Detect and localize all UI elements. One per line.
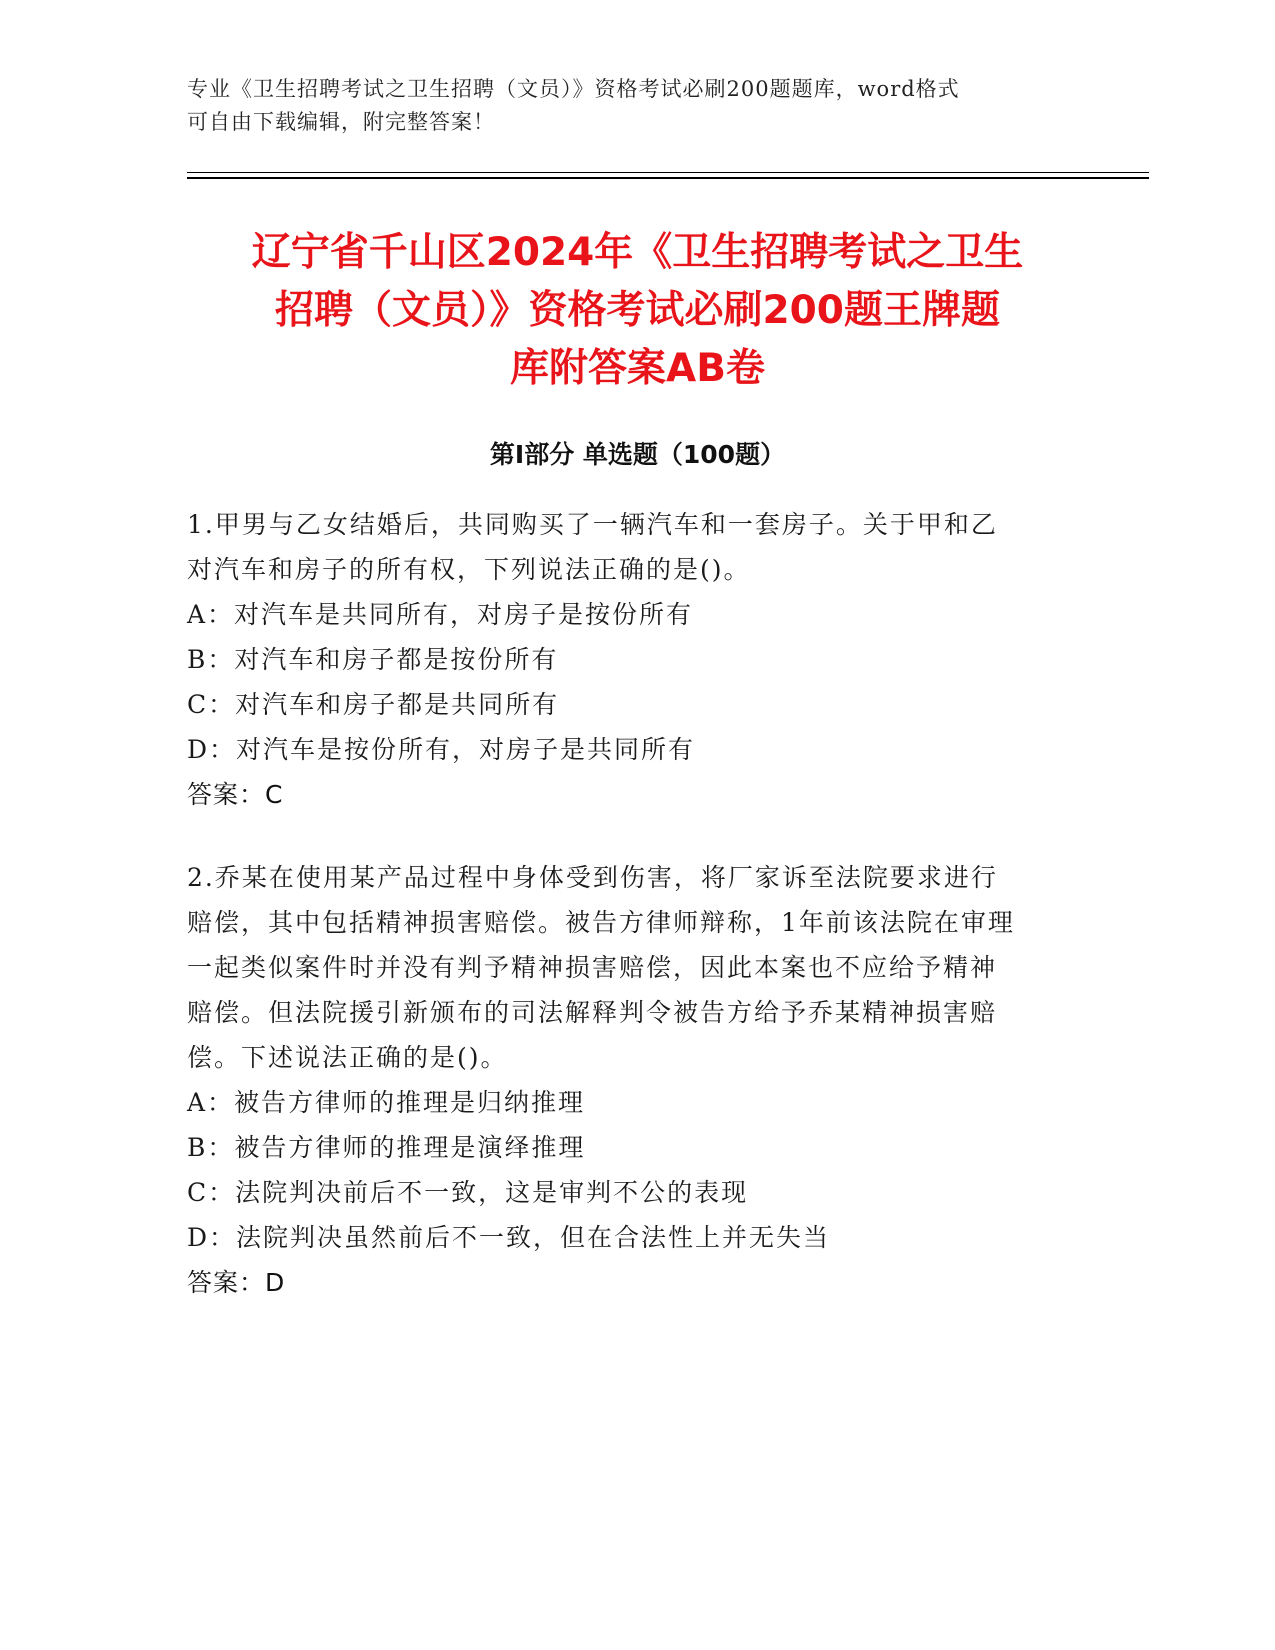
question-1-option-c: C：对汽车和房子都是共同所有 bbox=[187, 690, 560, 719]
question-1-answer: 答案：C bbox=[187, 780, 284, 809]
question-2-stem-line-1: 2.乔某在使用某产品过程中身体受到伤害，将厂家诉至法院要求进行 bbox=[187, 863, 998, 892]
question-1 bbox=[187, 502, 1087, 817]
question-2-option-c: C：法院判决前后不一致，这是审判不公的表现 bbox=[187, 1178, 749, 1207]
question-2-stem-line-4: 赔偿。但法院援引新颁布的司法解释判令被告方给予乔某精神损害赔 bbox=[187, 998, 998, 1027]
question-2-option-d: D：法院判决虽然前后不一致，但在合法性上并无失当 bbox=[187, 1223, 831, 1252]
question-1-stem-line-2: 对汽车和房子的所有权，下列说法正确的是()。 bbox=[187, 555, 751, 584]
section-title: 第I部分 单选题（100题） bbox=[489, 440, 786, 469]
question-2-answer: 答案：D bbox=[187, 1268, 286, 1297]
header-divider-thick bbox=[187, 177, 1149, 179]
question-1-option-b: B：对汽车和房子都是按份所有 bbox=[187, 645, 559, 674]
question-2-option-a: A：被告方律师的推理是归纳推理 bbox=[187, 1088, 586, 1117]
document-title-line-3: 库附答案AB卷 bbox=[510, 346, 765, 391]
document-title bbox=[150, 224, 1125, 398]
question-1-option-a: A：对汽车是共同所有，对房子是按份所有 bbox=[187, 600, 694, 629]
question-1-stem-line-1: 1.甲男与乙女结婚后，共同购买了一辆汽车和一套房子。关于甲和乙 bbox=[187, 510, 998, 539]
header-divider-thin bbox=[187, 172, 1149, 173]
question-2-stem-line-3: 一起类似案件时并没有判予精神损害赔偿，因此本案也不应给予精神 bbox=[187, 953, 998, 982]
header-note-line-1: 专业《卫生招聘考试之卫生招聘（文员）》资格考试必刷200题题库，word格式 bbox=[187, 77, 960, 101]
question-2-option-b: B：被告方律师的推理是演绎推理 bbox=[187, 1133, 586, 1162]
header-note-line-2: 可自由下载编辑，附完整答案！ bbox=[187, 110, 495, 134]
document-title-line-1: 辽宁省千山区2024年《卫生招聘考试之卫生 bbox=[251, 230, 1024, 275]
question-2-stem-line-5: 偿。下述说法正确的是()。 bbox=[187, 1043, 508, 1072]
document-title-line-2: 招聘（文员）》资格考试必刷200题王牌题 bbox=[275, 288, 1000, 333]
header-note bbox=[187, 73, 1067, 139]
question-1-option-d: D：对汽车是按份所有，对房子是共同所有 bbox=[187, 735, 696, 764]
question-2-stem-line-2: 赔偿，其中包括精神损害赔偿。被告方律师辩称，1年前该法院在审理 bbox=[187, 908, 1015, 937]
question-2 bbox=[187, 855, 1087, 1305]
